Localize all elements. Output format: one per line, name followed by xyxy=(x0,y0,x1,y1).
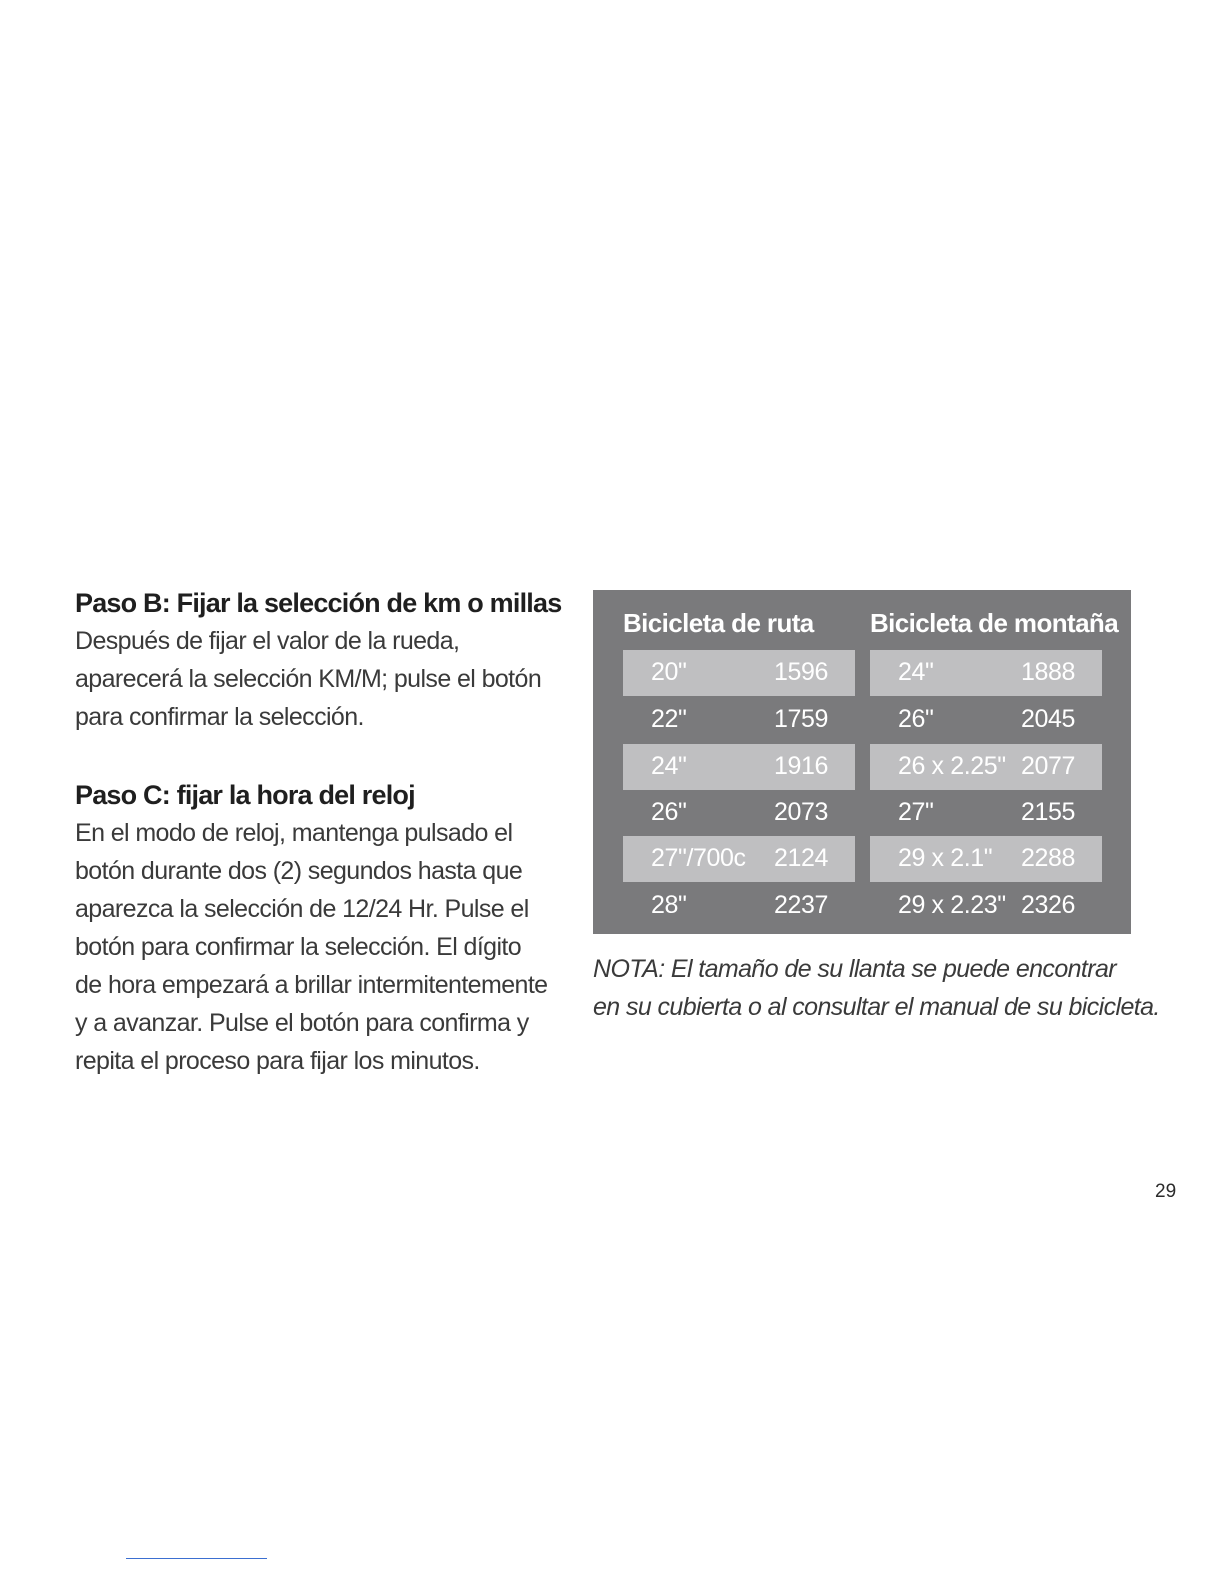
wheel-size: 27" xyxy=(898,798,934,826)
wheel-size: 26 x 2.25" xyxy=(898,752,1006,780)
wheel-size: 24" xyxy=(651,752,687,780)
wheel-circumference: 2237 xyxy=(774,891,829,919)
wheel-circumference: 2073 xyxy=(774,798,829,826)
wheel-size: 28" xyxy=(651,891,687,919)
step-c-line: y a avanzar. Pulse el botón para confirma y xyxy=(75,1009,529,1037)
wheel-circumference: 1759 xyxy=(774,705,829,733)
step-b-line: Después de fijar el valor de la rueda, xyxy=(75,627,460,655)
step-b-heading: Paso B: Fijar la selección de km o millas xyxy=(75,588,562,618)
wheel-size-table xyxy=(593,590,1131,934)
step-c-line: repita el proceso para fijar los minutos. xyxy=(75,1047,480,1075)
step-b-paragraph xyxy=(75,622,575,736)
wheel-size: 27"/700c xyxy=(651,844,746,872)
table-row xyxy=(870,697,1102,743)
wheel-size: 26" xyxy=(651,798,687,826)
wheel-circumference: 2288 xyxy=(1021,844,1076,872)
table-row xyxy=(623,790,855,836)
step-b-line: aparecerá la selección KM/M; pulse el botón xyxy=(75,665,542,693)
road-bike-title: Bicicleta de ruta xyxy=(623,608,814,638)
step-b-line: para confirmar la selección. xyxy=(75,703,364,731)
left-column xyxy=(75,584,575,1080)
table-row xyxy=(623,697,855,743)
wheel-circumference: 1916 xyxy=(774,752,829,780)
note-line: NOTA: El tamaño de su llanta se puede encontrar xyxy=(593,955,1117,983)
wheel-circumference: 1888 xyxy=(1021,658,1076,686)
table-row xyxy=(623,883,855,929)
wheel-circumference: 2155 xyxy=(1021,798,1076,826)
wheel-circumference: 2124 xyxy=(774,844,829,872)
footer-rule xyxy=(126,1558,267,1559)
wheel-circumference: 1596 xyxy=(774,658,829,686)
table-row xyxy=(870,883,1102,929)
wheel-size: 29 x 2.1" xyxy=(898,844,993,872)
wheel-circumference: 2045 xyxy=(1021,705,1076,733)
step-c-heading: Paso C: fijar la hora del reloj xyxy=(75,780,415,810)
wheel-size: 22" xyxy=(651,705,687,733)
mountain-bike-title: Bicicleta de montaña xyxy=(870,608,1119,638)
wheel-size: 20" xyxy=(651,658,687,686)
table-row xyxy=(623,836,855,882)
wheel-size: 26" xyxy=(898,705,934,733)
step-c-paragraph xyxy=(75,814,575,1080)
wheel-circumference: 2077 xyxy=(1021,752,1076,780)
wheel-circumference: 2326 xyxy=(1021,891,1076,919)
table-row xyxy=(623,650,855,696)
wheel-size: 24" xyxy=(898,658,934,686)
table-row xyxy=(623,744,855,790)
table-row xyxy=(870,836,1102,882)
table-row xyxy=(870,790,1102,836)
tire-size-note xyxy=(593,950,1193,1026)
step-c-line: En el modo de reloj, mantenga pulsado el xyxy=(75,819,513,847)
note-line: en su cubierta o al consultar el manual de su bicicleta. xyxy=(593,993,1160,1021)
table-row xyxy=(870,650,1102,696)
table-row xyxy=(870,744,1102,790)
step-c-line: botón durante dos (2) segundos hasta que xyxy=(75,857,523,885)
step-c-line: aparezca la selección de 12/24 Hr. Pulse el xyxy=(75,895,529,923)
step-c-line: de hora empezará a brillar intermitentemente xyxy=(75,971,548,999)
step-c-line: botón para confirmar la selección. El dígito xyxy=(75,933,522,961)
page-number: 29 xyxy=(1155,1181,1177,1202)
wheel-size: 29 x 2.23" xyxy=(898,891,1006,919)
